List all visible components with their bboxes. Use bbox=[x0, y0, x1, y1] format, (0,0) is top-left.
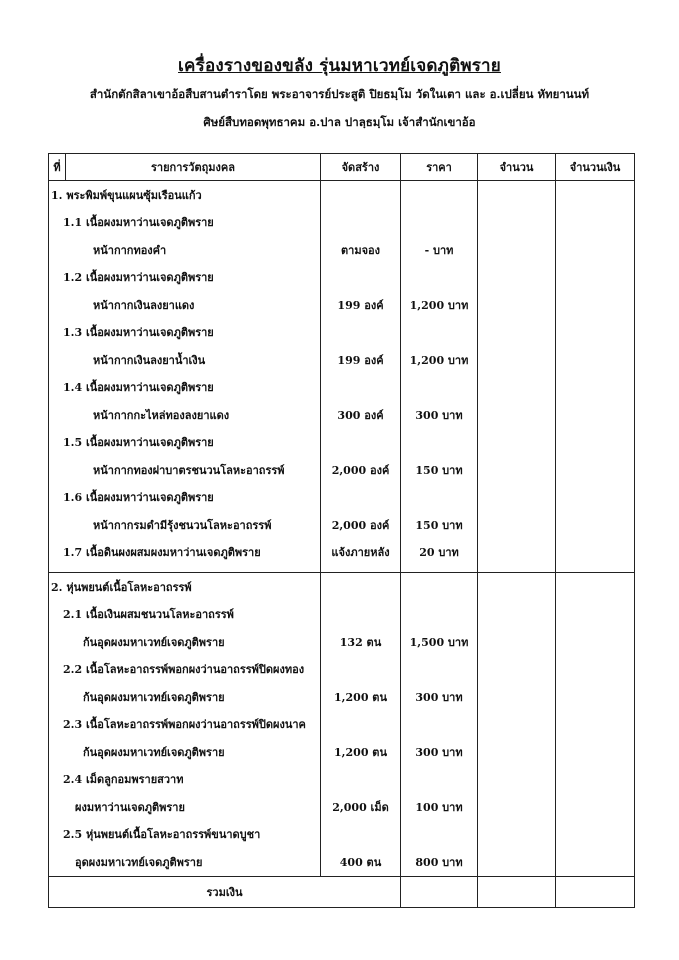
table-row bbox=[49, 264, 635, 292]
table-row bbox=[49, 628, 635, 656]
item-title: 1.5 เนื้อผงมหาว่านเจดภูติพราย bbox=[49, 429, 321, 457]
col-header-item: รายการวัตถุมงคล bbox=[66, 154, 321, 181]
price-cell: 300 บาท bbox=[401, 401, 478, 429]
made-cell: 300 องค์ bbox=[321, 401, 401, 429]
made-cell: ตามจอง bbox=[321, 236, 401, 264]
table-row bbox=[49, 683, 635, 711]
price-cell: 150 บาท bbox=[401, 511, 478, 539]
total-label: รวมเงิน bbox=[49, 876, 401, 907]
item-title: 1.4 เนื้อผงมหาว่านเจดภูติพราย bbox=[49, 374, 321, 402]
col-header-amount: จำนวนเงิน bbox=[556, 154, 635, 181]
item-title: 2.2 เนื้อโลหะอาถรรพ์พอกผงว่านอาถรรพ์ปิดผงทอง bbox=[49, 656, 321, 684]
total-row bbox=[49, 876, 635, 907]
table-row bbox=[49, 539, 635, 567]
table-row bbox=[49, 346, 635, 374]
page-title: เครื่องรางของขลัง รุ่นมหาเวทย์เจดภูติพราย bbox=[178, 56, 501, 76]
made-cell: 199 องค์ bbox=[321, 346, 401, 374]
price-cell: 300 บาท bbox=[401, 683, 478, 711]
table-row bbox=[49, 181, 635, 209]
col-header-qty: จำนวน bbox=[478, 154, 556, 181]
section-heading: 1. พระพิมพ์ขุนแผนซุ้มเรือนแก้ว bbox=[49, 181, 321, 209]
made-cell: 2,000 องค์ bbox=[321, 456, 401, 484]
item-detail: ก้นอุดผงมหาเวทย์เจดภูติพราย bbox=[49, 628, 321, 656]
table-row bbox=[49, 738, 635, 766]
item-title: 1.6 เนื้อผงมหาว่านเจดภูติพราย bbox=[49, 484, 321, 512]
table-row bbox=[49, 656, 635, 684]
price-cell: 1,500 บาท bbox=[401, 628, 478, 656]
item-detail: ก้นอุดผงมหาเวทย์เจดภูติพราย bbox=[49, 683, 321, 711]
made-cell: 2,000 เม็ด bbox=[321, 793, 401, 821]
table-row bbox=[49, 429, 635, 457]
col-header-no: ที่ bbox=[49, 154, 66, 181]
table-row bbox=[49, 601, 635, 629]
item-title: 2.4 เม็ดลูกอมพรายสวาท bbox=[49, 766, 321, 794]
item-detail: หน้ากากเงินลงยาแดง bbox=[49, 291, 321, 319]
table-row bbox=[49, 401, 635, 429]
subtitle-line-2: ศิษย์สืบทอดพุทธาคม อ.ปาล ปาลฺธมฺโม เจ้าสำนักเขาอ้อ bbox=[203, 115, 476, 129]
made-cell: 1,200 ตน bbox=[321, 683, 401, 711]
item-detail: หน้ากากเงินลงยาน้ำเงิน bbox=[49, 346, 321, 374]
price-cell: 1,200 บาท bbox=[401, 346, 478, 374]
table-row bbox=[49, 484, 635, 512]
table-row bbox=[49, 793, 635, 821]
price-cell: 100 บาท bbox=[401, 793, 478, 821]
item-detail: ผงมหาว่านเจดภูติพราย bbox=[49, 793, 321, 821]
item-title: 2.1 เนื้อเงินผสมชนวนโลหะอาถรรพ์ bbox=[49, 601, 321, 629]
col-header-made: จัดสร้าง bbox=[321, 154, 401, 181]
table-row bbox=[49, 711, 635, 739]
item-title: 1.3 เนื้อผงมหาว่านเจดภูติพราย bbox=[49, 319, 321, 347]
table-row bbox=[49, 766, 635, 794]
table-row bbox=[49, 291, 635, 319]
item-title: 1.7 เนื้อดินผงผสมผงมหาว่านเจดภูติพราย bbox=[49, 539, 321, 567]
price-cell: 800 บาท bbox=[401, 848, 478, 876]
price-cell: 1,200 บาท bbox=[401, 291, 478, 319]
item-detail: หน้ากากทองฝาบาตรชนวนโลหะอาถรรพ์ bbox=[49, 456, 321, 484]
total-amount-cell bbox=[556, 876, 635, 907]
table-row bbox=[49, 209, 635, 237]
made-cell: 132 ตน bbox=[321, 628, 401, 656]
item-title: 2.3 เนื้อโลหะอาถรรพ์พอกผงว่านอาถรรพ์ปิดผงนาค bbox=[49, 711, 321, 739]
made-cell: 1,200 ตน bbox=[321, 738, 401, 766]
item-detail: อุดผงมหาเวทย์เจดภูติพราย bbox=[49, 848, 321, 876]
item-detail: หน้ากากรมดำมีรุ้งชนวนโลหะอาถรรพ์ bbox=[49, 511, 321, 539]
table-row bbox=[49, 848, 635, 876]
total-qty-cell bbox=[478, 876, 556, 907]
made-cell: 400 ตน bbox=[321, 848, 401, 876]
section-heading: 2. หุ่นพยนต์เนื้อโลหะอาถรรพ์ bbox=[49, 573, 321, 601]
table-row bbox=[49, 821, 635, 849]
price-cell: 300 บาท bbox=[401, 738, 478, 766]
table-row bbox=[49, 573, 635, 601]
table-row bbox=[49, 374, 635, 402]
table-row bbox=[49, 236, 635, 264]
subtitle-line-1: สำนักตักสิลาเขาอ้อสืบสานตำราโดย พระอาจารย์ประสูติ ปิยธมฺโม วัดในเตา และ อ.เปลี่ยน หัทยานนท์ bbox=[89, 87, 590, 101]
item-detail: หน้ากากทองคำ bbox=[49, 236, 321, 264]
made-cell: แจ้งภายหลัง bbox=[321, 539, 401, 567]
order-table bbox=[48, 153, 635, 908]
table-row bbox=[49, 456, 635, 484]
made-cell: 2,000 องค์ bbox=[321, 511, 401, 539]
item-title: 1.1 เนื้อผงมหาว่านเจดภูติพราย bbox=[49, 209, 321, 237]
table-row bbox=[49, 319, 635, 347]
col-header-price: ราคา bbox=[401, 154, 478, 181]
item-title: 2.5 หุ่นพยนต์เนื้อโลหะอาถรรพ์ขนาดบูชา bbox=[49, 821, 321, 849]
table-row bbox=[49, 511, 635, 539]
made-cell: 199 องค์ bbox=[321, 291, 401, 319]
table-header-row bbox=[49, 154, 635, 181]
item-title: 1.2 เนื้อผงมหาว่านเจดภูติพราย bbox=[49, 264, 321, 292]
price-cell: 20 บาท bbox=[401, 539, 478, 567]
price-cell: 150 บาท bbox=[401, 456, 478, 484]
item-detail: หน้ากากกะไหล่ทองลงยาแดง bbox=[49, 401, 321, 429]
item-detail: ก้นอุดผงมหาเวทย์เจดภูติพราย bbox=[49, 738, 321, 766]
price-cell: - บาท bbox=[401, 236, 478, 264]
